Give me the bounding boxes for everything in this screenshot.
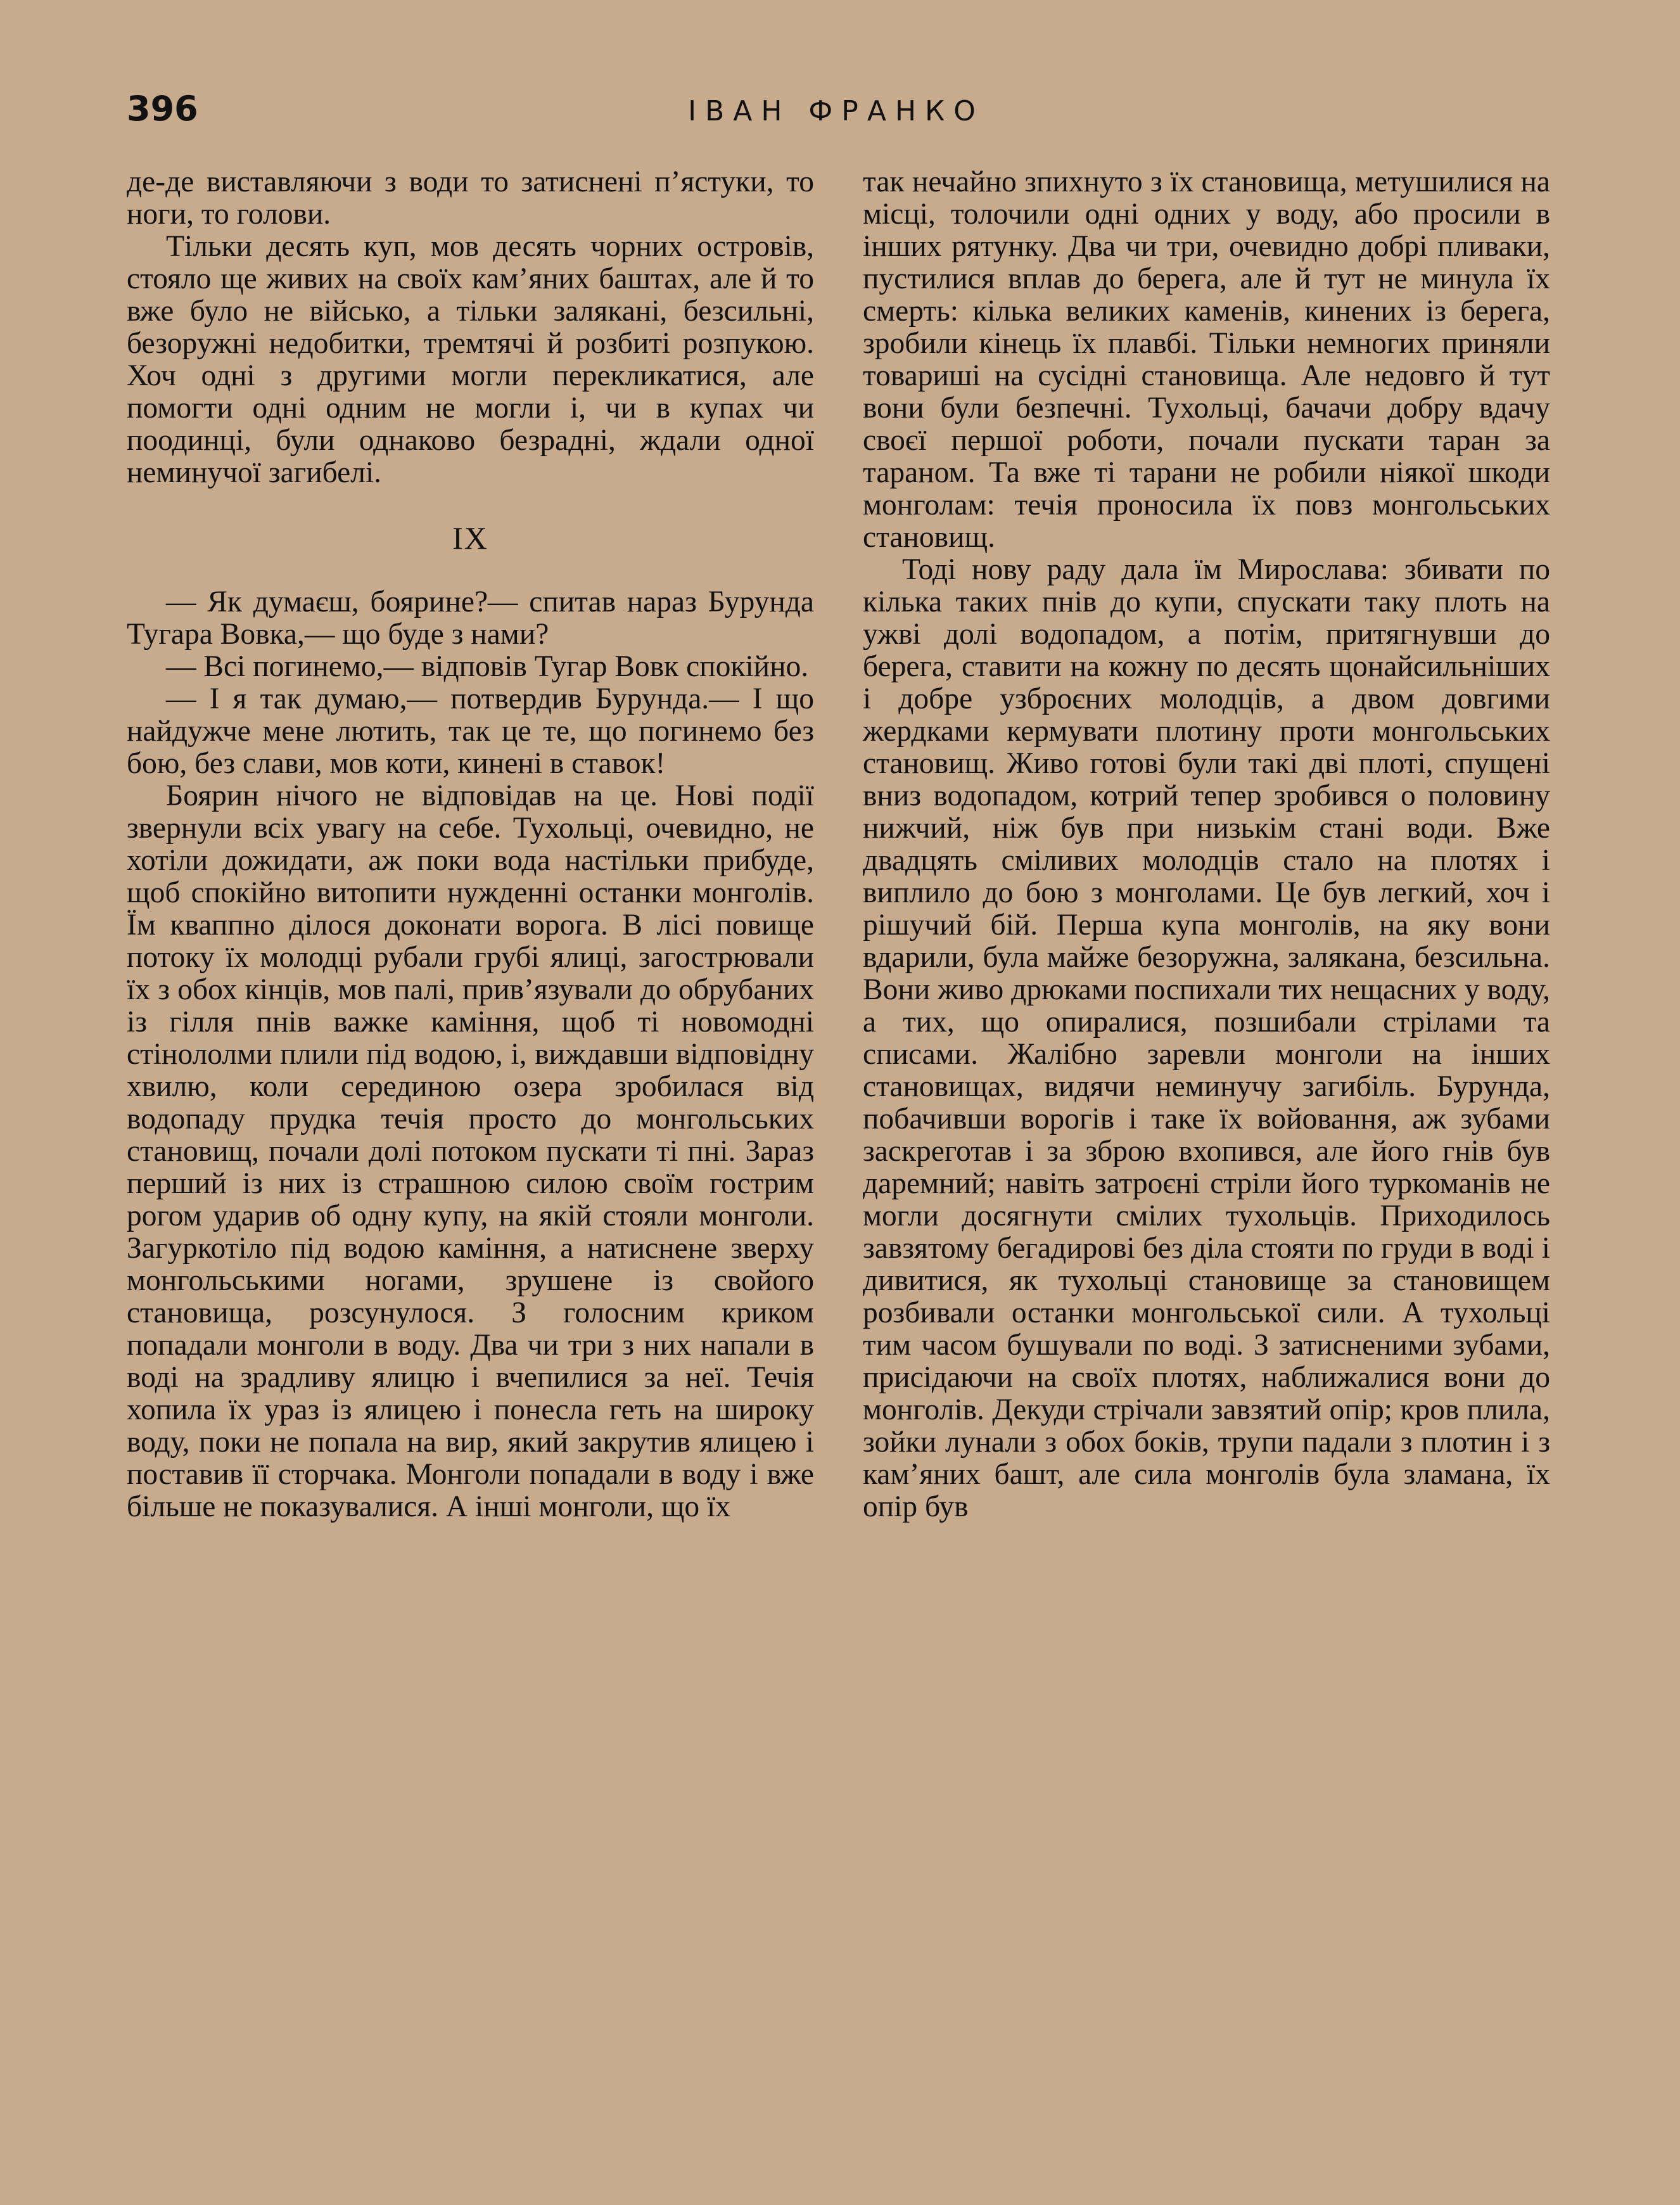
paragraph: Боярин нічого не відповідав на це. Нові події звернули всіх увагу на себе. Тухольці, очевидно, не хотіли дожидати, аж поки вода настільки прибуде, щоб спокійно витопити нужденні останки монголів. Їм кваппно ділося доконати ворога. В лісі повище потоку їх молодці рубали грубі ялиці, загострювали їх з обох кінців, мов палі, прив’язували до обрубаних із гілля пнів важке каміння, щоб ті новомодні стінололми плили під водою, і, виждавши відповідну хвилю, коли серединою озера зробилася від водопаду прудка течія просто до монгольських становищ, почали долі потоком пускати ті пні. Зараз перший із них із страшною силою своїм гострим рогом ударив об одну купу, на якій стояли монголи. Загуркотіло під водою каміння, а натиснене зверху монгольськими ногами, зрушене із свойого становища, розсунулося. З голосним криком попадали монголи в воду. Два чи три з них напали в воді на зрадливу ялицю і вчепилися за неї. Течія хопила їх ураз із ялицею і понесла геть на широку воду, поки не попала на вир, який закрутив ялицею і поставив її сторчака. Монголи попадали в воду і вже більше не показувалися. А інші монголи, що їх	[127, 779, 814, 1523]
paragraph: Тоді нову раду дала їм Мирослава: збивати по кілька таких пнів до купи, спускати таку плоть на ужві долі водопадом, а потім, притягнувши до берега, ставити на кожну по десять щонайсильніших і добре узброєних молодців, а двом довгими жердками кермувати плотину проти монгольських становищ. Живо готові були такі дві плоті, спущені вниз водопадом, котрий тепер зробився о половину нижчий, ніж був при низькім стані води. Вже двадцять сміливих молодців стало на плотях і виплило до бою з монголами. Це був легкий, хоч і рішучий бій. Перша купа монголів, на яку вони вдарили, була майже безоружна, залякана, безсильна. Вони живо дрюками поспихали тих нещасних у воду, а тих, що опиралися, позшибали стрілами та списами. Жалібно заревли монголи на інших становищах, видячи неминучу загибіль. Бурунда, побачивши ворогів і таке їх войовання, аж зубами заскреготав і за зброю вхопився, але його гнів був даремний; навіть затроєні стріли його туркоманів не могли досягнути смілих тухольців. Приходилось завзятому бегадирові без діла стояти по груди в воді і дивитися, як тухольці становище за становищем розбивали останки монгольської сили. А тухольці тим часом бушували по воді. З затисненими зубами, присідаючи на своїх плотях, наближалися вони до монголів. Декуди стрічали завзятий опір; кров плила, зойки лунали з обох боків, трупи падали з плотин і з кам’яних башт, але сила монголів була зламана, їх опір був	[863, 553, 1550, 1523]
chapter-heading: IX	[452, 520, 488, 556]
dialogue-paragraph: — Всі погинемо,— відповів Тугар Вовк спокійно.	[166, 650, 809, 683]
left-column	[127, 166, 814, 1523]
page-number: 396	[127, 89, 198, 129]
dialogue-paragraph: — Як думаєш, боярине?— спитав нараз Бурунда Тугара Вовка,— що буде з нами?	[127, 585, 814, 651]
paragraph: де-де виставляючи з води то затиснені п’ястуки, то ноги, то голови.	[127, 165, 814, 231]
page-header	[127, 89, 1546, 139]
paragraph: Тільки десять куп, мов десять чорних островів, стояло ще живих на своїх кам’яних баштах, але й то вже було не військо, а тільки залякані, безсильні, безоружні недобитки, тремтячі й розбиті розпукою. Хоч одні з другими могли перекликатися, але помогти одні одним не могли і, чи в купах чи поодинці, були однаково безрадні, ждали одної неминучої загибелі.	[127, 230, 814, 489]
right-column	[863, 166, 1550, 1523]
dialogue-paragraph: — І я так думаю,— потвердив Бурунда.— І що найдужче мене лютить, так це те, що погинемо без бою, без слави, мов коти, кинені в ставок!	[127, 682, 814, 780]
running-title: ІВАН ФРАНКО	[688, 95, 984, 127]
paragraph: так нечайно зпихнуто з їх становища, метушилися на місці, толочили одні одних у воду, або просили в інших рятунку. Два чи три, очевидно добрі пливаки, пустилися вплав до берега, але й тут не минула їх смерть: кілька великих каменів, кинених із берега, зробили кінець їх плавбі. Тільки немногих приняли товариші на сусідні становища. Але недовго й тут вони були безпечні. Тухольці, бачачи добру вдачу своєї першої роботи, почали пускати таран за тараном. Та вже ті тарани не робили ніякої шкоди монголам: течія проносила їх повз монгольських становищ.	[863, 165, 1550, 554]
